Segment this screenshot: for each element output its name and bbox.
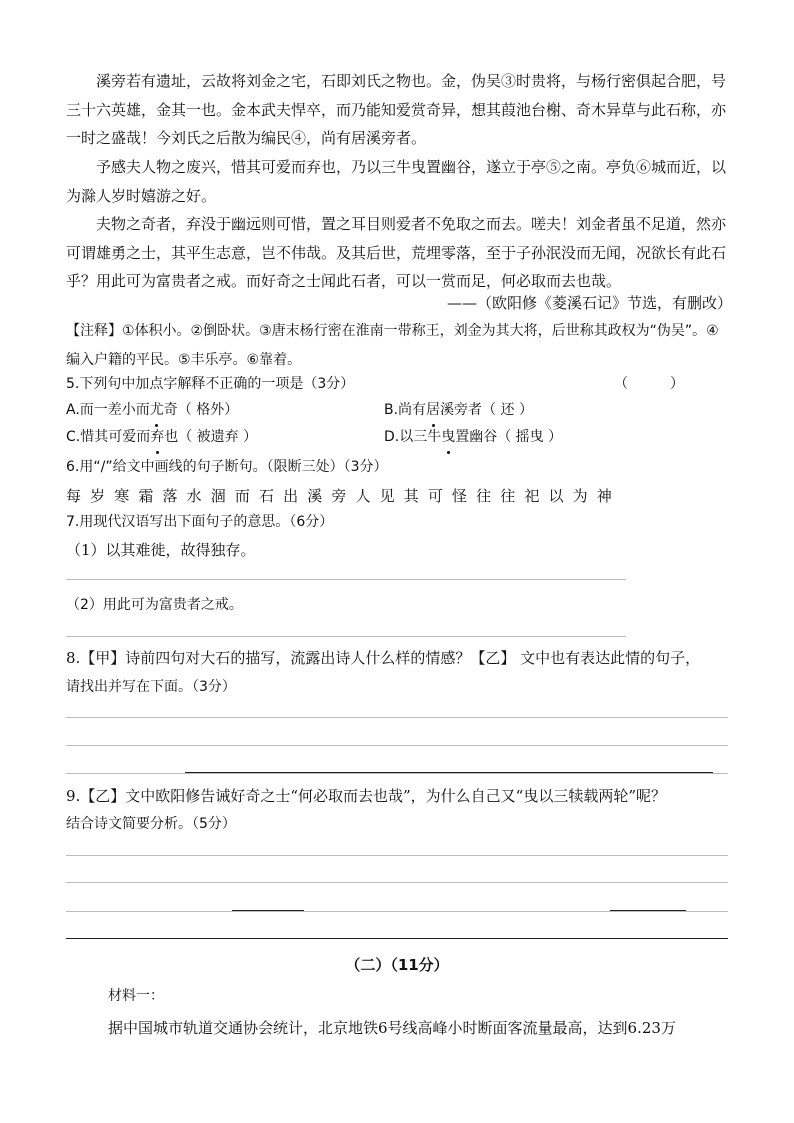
- q9-stem-line-2: 结合诗文简要分析。（5分）: [66, 816, 236, 832]
- q6-sentence: [66, 481, 612, 509]
- answer-line[interactable]: [66, 911, 728, 912]
- q6-char: 怪: [452, 486, 468, 505]
- material-text: 据中国城市轨道交通协会统计，北京地铁6号线高峰小时断面客流量最高，达到6.23万: [108, 1019, 676, 1037]
- q5-option-a: [66, 397, 238, 423]
- answer-line[interactable]: [66, 636, 626, 637]
- passage-paragraph-1: 溪旁若有遗址，云故将刘金之宅，石即刘氏之物也。金，伪吴③时贵将，与杨行密俱起合肥，号三十六英雄，金其一也。金本武夫悍卒，而乃能知爱赏奇异，想其葭池台榭、奇木异草与此石称，亦一时之盛哉！今刘氏之后散为编民④，尚有居溪旁者。: [66, 72, 727, 147]
- passage-paragraph-2: 予感夫人物之废兴，惜其可爱而弃也，乃以三牛曳置幽谷，遂立于亭⑤之南。亭负⑥城而近，以为滁人岁时嬉游之好。: [66, 158, 727, 205]
- q6-char: 溪: [307, 486, 323, 505]
- q6-char: 其: [403, 486, 419, 505]
- q7-sentence-2: （2）用此可为富贵者之戒。: [66, 597, 243, 613]
- option-text: 溪旁者（ 还 ）: [440, 402, 533, 418]
- answer-line[interactable]: [66, 745, 728, 746]
- option-text: 奇（ 格外）: [163, 402, 239, 418]
- q5-option-d: [384, 424, 562, 450]
- q6-char: 可: [427, 486, 443, 505]
- dotted-char: 弃: [150, 424, 164, 450]
- q5-option-b: [384, 397, 533, 423]
- dotted-char: 尤: [150, 397, 164, 423]
- q7-stem: 7.用现代汉语写出下面句子的意思。（6分）: [66, 514, 334, 530]
- q6-char: 寒: [114, 486, 130, 505]
- q5-option-c: [66, 424, 257, 450]
- q6-char: 以: [548, 486, 564, 505]
- q6-char: 神: [596, 486, 612, 505]
- q5-answer-parentheses: （ ）: [614, 376, 684, 392]
- q6-char: 旁: [331, 486, 347, 505]
- q6-char: 出: [283, 486, 299, 505]
- q6-char: 往: [500, 486, 516, 505]
- answer-line[interactable]: [66, 717, 728, 718]
- section-heading: （二）（11分）: [345, 956, 449, 974]
- q6-char: 霜: [138, 486, 154, 505]
- q6-char: 每: [66, 486, 82, 505]
- q6-char: 落: [162, 486, 178, 505]
- underline-stroke: [185, 772, 713, 773]
- answer-line[interactable]: [66, 855, 728, 856]
- q9-stem-line-1: 9.【乙】文中欧阳修告诫好奇之士“何必取而去也哉”，为什么自己又“曳以三犊载两轮”呢？: [66, 787, 666, 805]
- passage-paragraph-3: 夫物之奇者，弃没于幽远则可惜，置之耳目则爱者不免取之而去。嗟夫！刘金者虽不足道，然亦可谓雄勇之士，其平生志意，岂不伟哉。及其后世，荒埋零落，至于子孙泯没而无闻，况欲长有此石乎？用此可为富贵者之戒。而好奇之士闻此石者，可以一赏而足，何必取而去也哉。: [66, 215, 727, 290]
- answer-line[interactable]: [66, 579, 626, 580]
- q6-char: 水: [186, 486, 202, 505]
- answer-line[interactable]: [66, 773, 728, 774]
- underline-stroke: [610, 910, 686, 911]
- option-text: A.而一差小而: [66, 402, 150, 418]
- material-label: 材料一：: [108, 988, 164, 1004]
- option-text: D.以三牛: [384, 429, 442, 445]
- q6-char: 涸: [210, 486, 226, 505]
- q7-sentence-1: （1）以其难徙，故得独存。: [66, 541, 256, 559]
- q8-stem-line-2: 请找出并写在下面。（3分）: [66, 679, 236, 695]
- q6-char: 祀: [524, 486, 540, 505]
- answer-line[interactable]: [66, 938, 728, 939]
- option-text: B.尚有: [384, 402, 427, 418]
- answer-line[interactable]: [66, 882, 728, 883]
- passage-source: ——（欧阳修《菱溪石记》节选，有删改）: [446, 294, 732, 312]
- option-text: 置幽谷（ 摇曳 ）: [455, 429, 563, 445]
- q6-char: 而: [234, 486, 250, 505]
- q6-char: 岁: [90, 486, 106, 505]
- option-text: 也（ 被遗弃 ）: [164, 429, 258, 445]
- q6-char: 石: [259, 486, 275, 505]
- q6-stem: 6.用“/”给文中画线的句子断句。（限断三处）（3分）: [66, 459, 388, 475]
- q6-char: 为: [572, 486, 588, 505]
- q8-stem-line-1: 8.【甲】诗前四句对大石的描写，流露出诗人什么样的情感？【乙】 文中也有表达此情的句子，: [66, 649, 701, 667]
- dotted-char: 曳: [441, 424, 455, 450]
- q6-char: 见: [379, 486, 395, 505]
- q5-stem: 5.下列句中加点字解释不正确的一项是（3分）: [66, 376, 355, 392]
- q6-char: 人: [355, 486, 371, 505]
- annotation-notes: 【注释】①体积小。②倒卧状。③唐末杨行密在淮南一带称王，刘金为其大将，后世称其政权为“伪吴”。④编入户籍的平民。⑤丰乐亭。⑥靠着。: [66, 323, 719, 368]
- underline-stroke: [232, 910, 304, 911]
- q6-char: 往: [476, 486, 492, 505]
- option-text: C.惜其可爱而: [66, 429, 151, 445]
- dotted-char: 居: [426, 397, 440, 423]
